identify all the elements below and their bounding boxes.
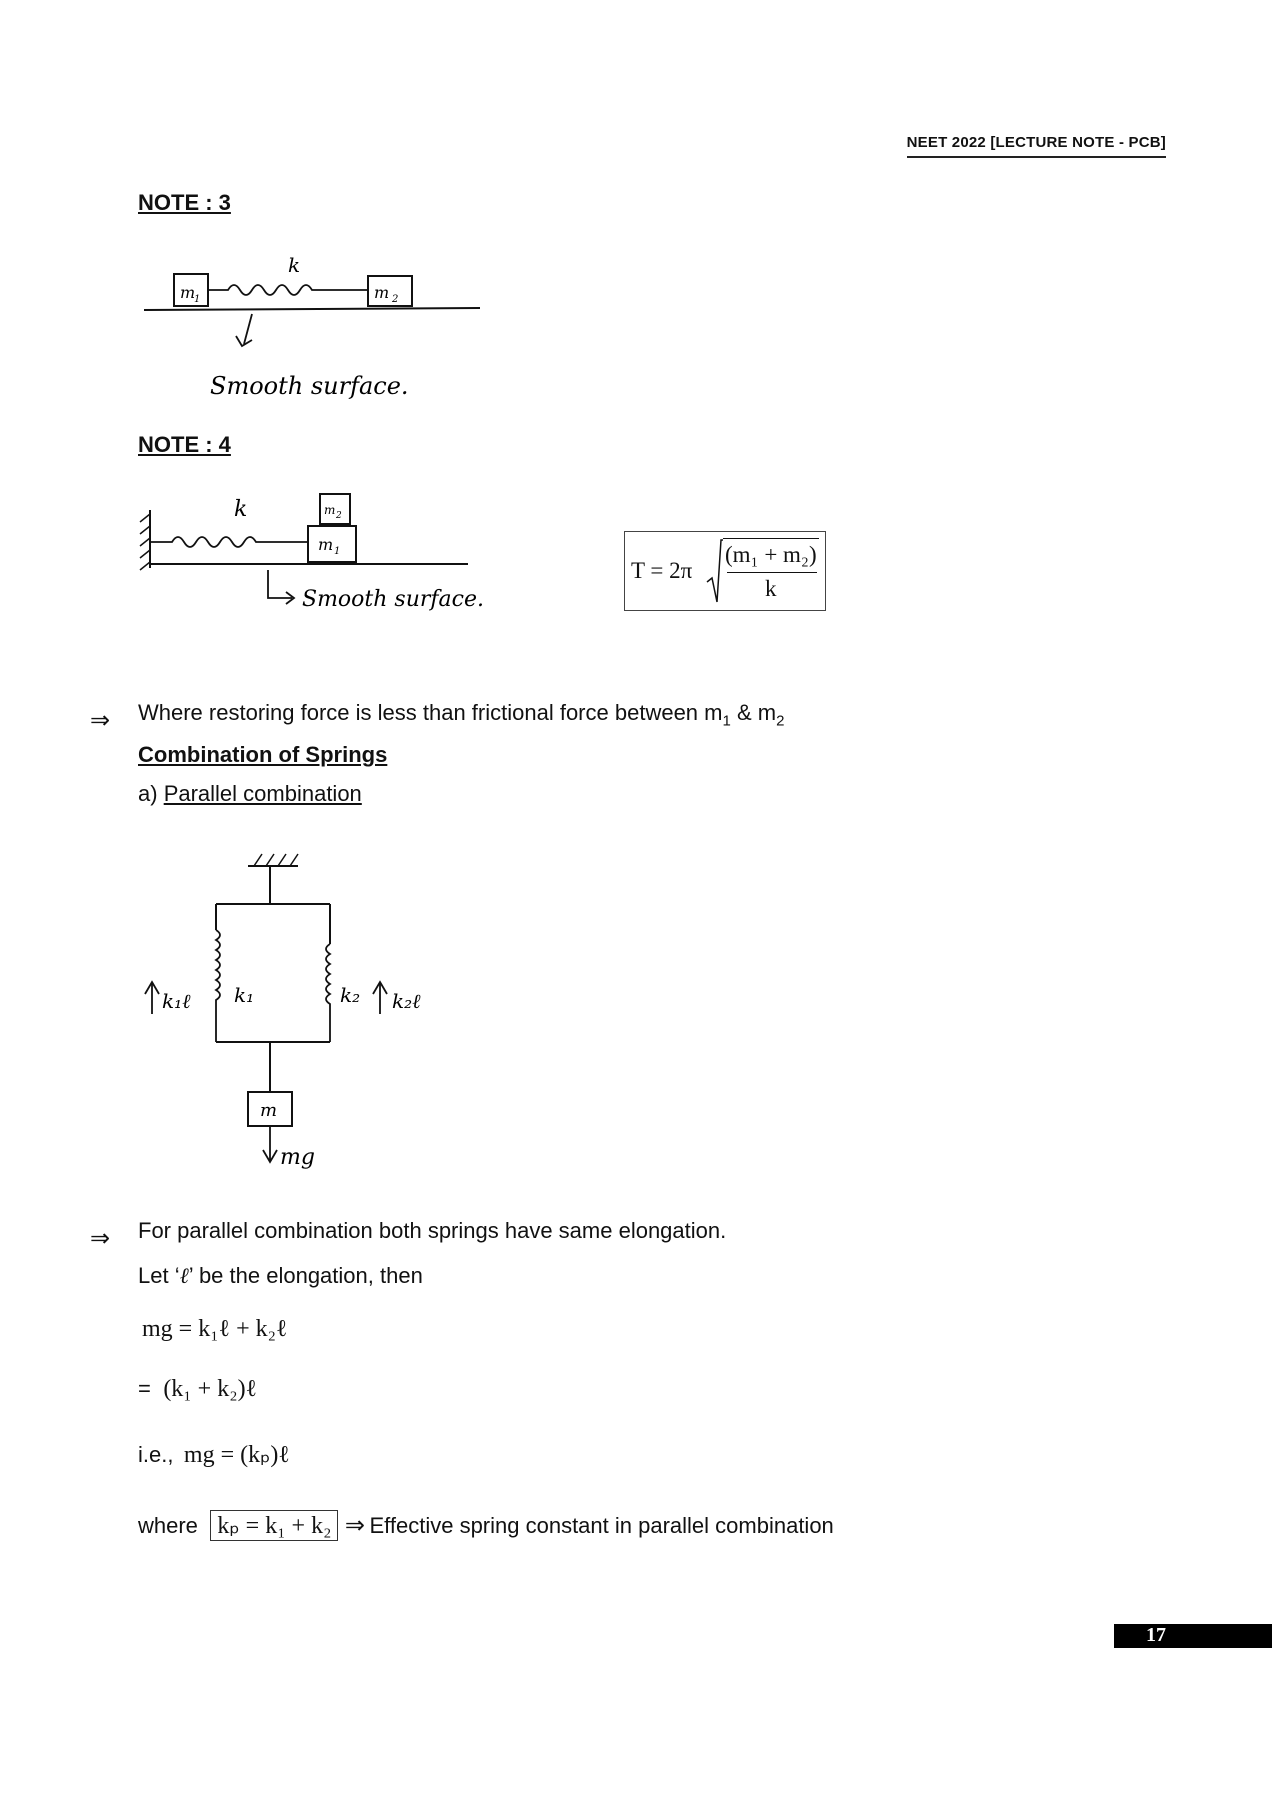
label-k2: k₂ — [340, 983, 361, 1007]
effective-constant-line: where kₚ = k₁ + k₂ ⇒ Effective spring constant in parallel combination — [138, 1512, 834, 1539]
note3-title: NOTE : 3 — [138, 190, 231, 215]
label-force1: k₁ℓ — [162, 989, 191, 1013]
parallel-spring-diagram — [130, 852, 470, 1182]
page-header: NEET 2022 [LECTURE NOTE - PCB] — [907, 134, 1166, 158]
explanation-line1: For parallel combination both springs have same elongation. — [138, 1218, 727, 1243]
spring-k1 — [216, 930, 220, 1042]
combination-heading: Combination of Springs — [138, 742, 388, 767]
label-force2: k₂ℓ — [392, 989, 421, 1013]
note3-diagram — [130, 248, 490, 408]
mass1-sub: 1 — [194, 294, 201, 305]
note4-spring-label: k — [234, 497, 248, 522]
boxed-kp: kₚ = k₁ + k₂ — [210, 1510, 338, 1541]
equation-1: mg = k₁ℓ + k₂ℓ — [142, 1316, 288, 1342]
explanation-line2: Let ‘ℓ’ be the elongation, then — [138, 1263, 423, 1288]
effective-constant-text: Effective spring constant in parallel combination — [369, 1513, 834, 1538]
note3-spring-label: k — [288, 253, 301, 277]
parallel-subheading: a) Parallel combination — [138, 781, 362, 806]
note4-caption: Smooth surface. — [302, 587, 484, 612]
restoring-force-text: Where restoring force is less than frictional force between $m_1$ & $m_2$ — [138, 700, 785, 730]
mass1-label: m — [180, 283, 196, 302]
label-mass: m — [260, 1100, 278, 1121]
period-formula-numerator: (m₁ + m₂) — [725, 542, 817, 567]
note3-caption: Smooth surface. — [210, 372, 409, 400]
note4-diagram — [130, 480, 550, 630]
restoring-arrow: ⇒ — [90, 707, 111, 734]
period-formula-box — [624, 531, 826, 611]
note4-mass1-label: m — [318, 535, 334, 554]
where-label: where — [138, 1513, 198, 1538]
page-number: 17 — [1114, 1624, 1272, 1648]
equation-2: = (k₁ + k₂)ℓ — [138, 1376, 258, 1402]
explanation-arrow: ⇒ — [90, 1225, 111, 1252]
note3-spring — [208, 285, 368, 295]
note4-mass2-sub: 2 — [336, 511, 342, 521]
mass2-label: m — [374, 283, 390, 302]
label-k1: k₁ — [234, 983, 255, 1007]
period-formula-lhs: T = 2π — [631, 558, 693, 583]
note4-mass2-label: m — [324, 503, 336, 517]
note4-mass1-sub: 1 — [334, 546, 341, 557]
note4-title: NOTE : 4 — [138, 432, 231, 457]
period-formula-denominator: k — [765, 576, 777, 601]
mass2-sub: 2 — [392, 294, 399, 305]
note4-spring — [150, 537, 308, 547]
spring-k2 — [326, 944, 330, 1042]
equation-3: i.e., mg = (kₚ)ℓ — [138, 1442, 290, 1468]
label-weight: mg — [280, 1145, 315, 1170]
